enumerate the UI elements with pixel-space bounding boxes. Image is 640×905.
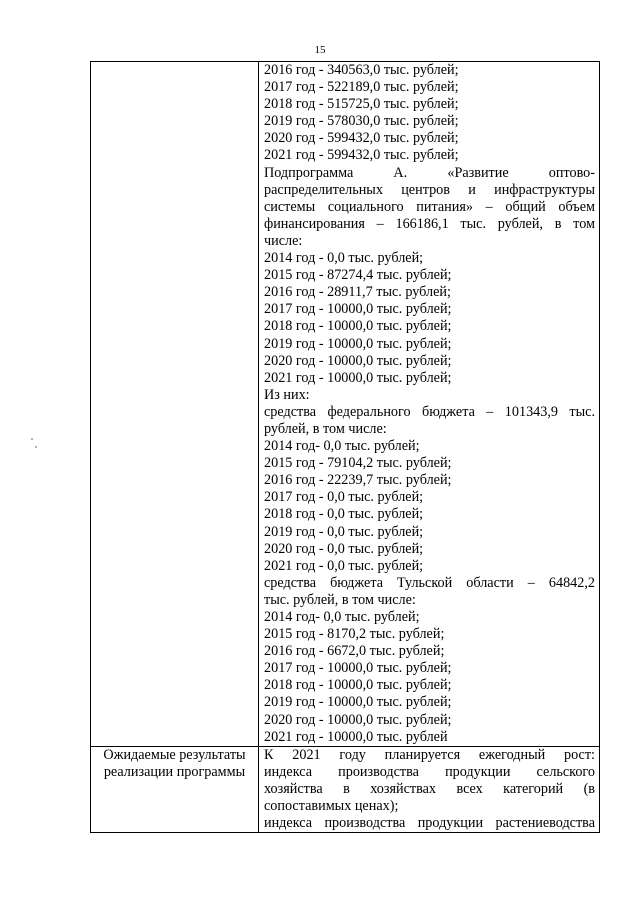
text-line: 2014 год - 0,0 тыс. рублей;: [264, 250, 424, 267]
text-line: рублей, в том числе:: [264, 420, 387, 437]
text-line: средства федерального бюджета – 101343,9 тыс.: [264, 403, 595, 420]
text-line: 2015 год - 79104,2 тыс. рублей;: [264, 455, 452, 472]
text-line: 2021 год - 599432,0 тыс. рублей;: [264, 147, 459, 164]
text-line: Подпрограмма А. «Развитие оптово-: [264, 164, 595, 181]
text-line: 2017 год - 10000,0 тыс. рублей;: [264, 660, 452, 677]
text-line: К 2021 году планируется ежегодный рост:: [264, 746, 595, 763]
text-line: 2016 год - 28911,7 тыс. рублей;: [264, 284, 451, 301]
text-line: 2017 год - 10000,0 тыс. рублей;: [264, 301, 452, 318]
text-line: 2021 год - 0,0 тыс. рублей;: [264, 557, 424, 574]
text-line: 2018 год - 515725,0 тыс. рублей;: [264, 96, 459, 113]
results-label-cell: [91, 746, 259, 832]
text-line: 2017 год - 0,0 тыс. рублей;: [264, 489, 424, 506]
results-content-cell: [259, 746, 600, 832]
text-line: 2019 год - 578030,0 тыс. рублей;: [264, 113, 459, 130]
text-line: 2021 год - 10000,0 тыс. рублей: [264, 728, 448, 745]
text-line: числе:: [264, 232, 303, 249]
text-line: 2014 год- 0,0 тыс. рублей;: [264, 609, 420, 625]
results-label-line: реализации программы: [103, 763, 246, 780]
text-line: 2019 год - 10000,0 тыс. рублей;: [264, 335, 452, 352]
text-line: 2014 год- 0,0 тыс. рублей;: [264, 438, 420, 455]
page-number: 15: [314, 44, 326, 56]
text-line: 2016 год - 22239,7 тыс. рублей;: [264, 472, 452, 489]
text-line: 2020 год - 10000,0 тыс. рублей;: [264, 352, 452, 369]
table-row: [91, 62, 600, 747]
text-line: распределительных центров и инфраструктуры: [264, 181, 595, 198]
scan-speck: [31, 438, 33, 440]
text-line: 2016 год - 6672,0 тыс. рублей;: [264, 643, 445, 660]
text-line: 2020 год - 0,0 тыс. рублей;: [264, 540, 424, 557]
text-line: сопоставимых ценах);: [264, 798, 399, 815]
text-line: финансирования – 166186,1 тыс. рублей, в том: [264, 215, 595, 232]
text-line: 2018 год - 10000,0 тыс. рублей;: [264, 677, 452, 694]
financing-cell: [259, 62, 600, 747]
text-line: тыс. рублей, в том числе:: [264, 591, 416, 608]
text-line: 2015 год - 8170,2 тыс. рублей;: [264, 626, 445, 643]
text-line: средства бюджета Тульской области – 64842,2: [264, 574, 595, 591]
text-line: системы социального питания» – общий объем: [264, 198, 595, 215]
financing-lines: [259, 62, 599, 746]
table-row: [91, 746, 600, 832]
text-line: Из них:: [264, 386, 310, 403]
text-line: 2017 год - 522189,0 тыс. рублей;: [264, 79, 459, 96]
text-line: 2016 год - 340563,0 тыс. рублей;: [264, 62, 459, 78]
text-line: 2019 год - 0,0 тыс. рублей;: [264, 523, 424, 540]
results-label-line: Ожидаемые результаты: [103, 746, 246, 763]
text-line: 2018 год - 0,0 тыс. рублей;: [264, 506, 424, 523]
text-line: 2020 год - 10000,0 тыс. рублей;: [264, 711, 452, 728]
scan-speck: [35, 446, 37, 448]
results-lines: [259, 747, 599, 832]
text-line: 2021 год - 10000,0 тыс. рублей;: [264, 369, 452, 386]
program-passport-table: [90, 61, 600, 833]
empty-label-cell: [91, 62, 259, 747]
text-line: 2018 год - 10000,0 тыс. рублей;: [264, 318, 452, 335]
text-line: 2015 год - 87274,4 тыс. рублей;: [264, 267, 452, 284]
text-line: индекса производства продукции сельского: [264, 763, 595, 780]
text-line: 2019 год - 10000,0 тыс. рублей;: [264, 694, 452, 711]
text-line: хозяйства в хозяйствах всех категорий (в: [264, 780, 595, 797]
text-line: 2020 год - 599432,0 тыс. рублей;: [264, 130, 459, 147]
text-line: индекса производства продукции растениеводства: [264, 815, 595, 832]
